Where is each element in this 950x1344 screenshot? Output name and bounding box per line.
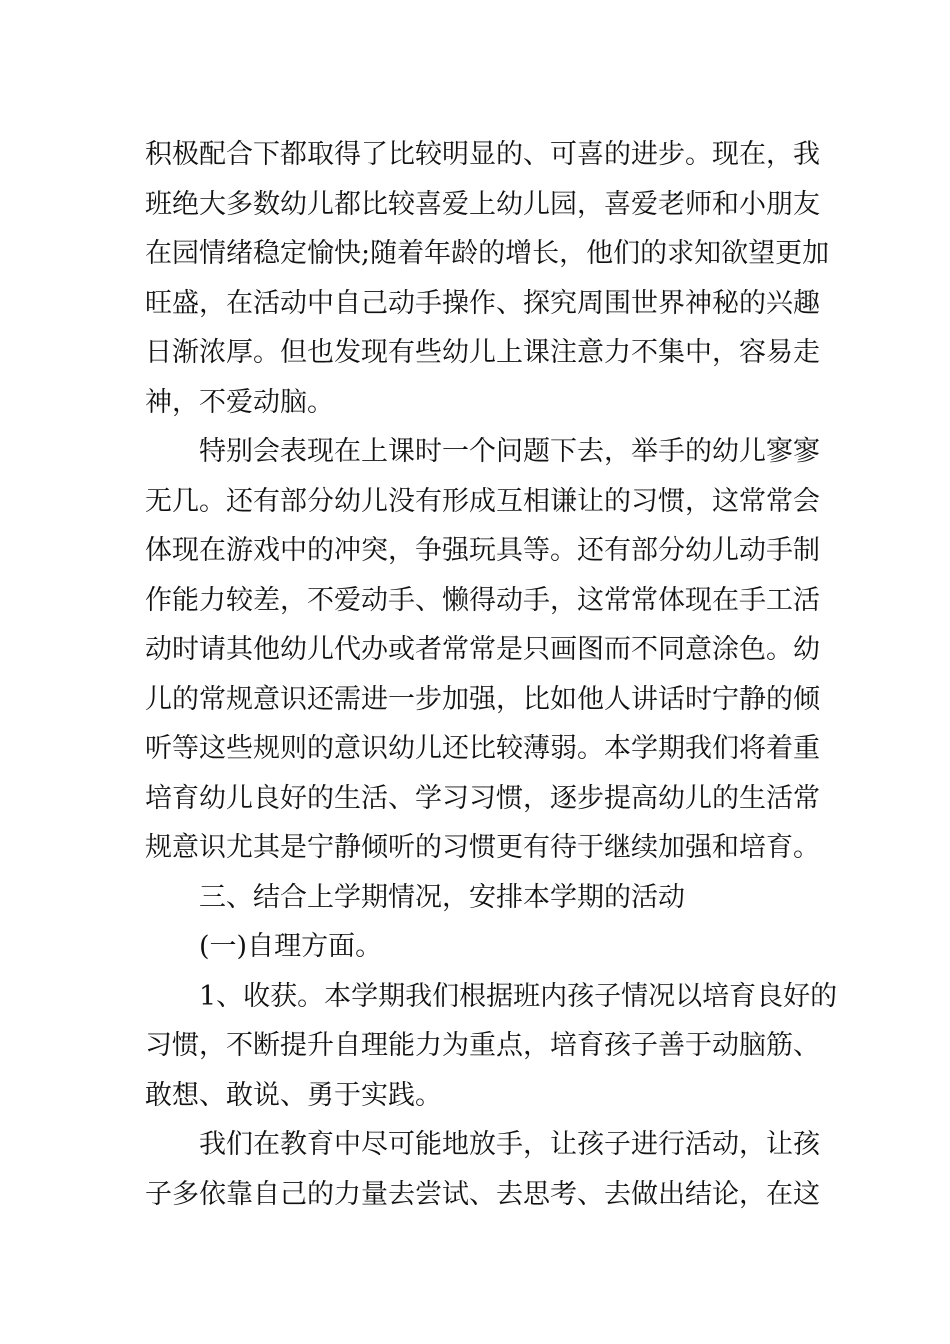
- text-line: 作能力较差，不爱动手、懒得动手，这常常体现在手工活: [145, 584, 820, 616]
- text-line: 在园情绪稳定愉快;随着年龄的增长，他们的求知欲望更加: [145, 238, 830, 269]
- text-line: 培育幼儿良好的生活、学习习惯，逐步提高幼儿的生活常: [145, 782, 820, 814]
- text-line: 习惯，不断提升自理能力为重点，培育孩子善于动脑筋、: [145, 1030, 820, 1061]
- text-line: 我们在教育中尽可能地放手，让孩子进行活动，让孩: [199, 1129, 820, 1160]
- text-line: 神，不爱动脑。: [145, 386, 334, 418]
- body-text: [145, 130, 838, 1219]
- text-line: 特别会表现在上课时一个问题下去，举手的幼儿寥寥: [199, 436, 820, 467]
- text-line: 1、收获。本学期我们根据班内孩子情况以培育良好的: [199, 980, 838, 1012]
- text-line: 无几。还有部分幼儿没有形成互相谦让的习惯，这常常会: [145, 485, 820, 517]
- text-line: 班绝大多数幼儿都比较喜爱上幼儿园，喜爱老师和小朋友: [145, 188, 820, 220]
- text-line: 积极配合下都取得了比较明显的、可喜的进步。现在，我: [145, 139, 820, 170]
- text-line: 听等这些规则的意识幼儿还比较薄弱。本学期我们将着重: [145, 733, 820, 764]
- text-line: 体现在游戏中的冲突，争强玩具等。还有部分幼儿动手制: [145, 535, 820, 566]
- text-line: 规意识尤其是宁静倾听的习惯更有待于继续加强和培育。: [145, 832, 820, 863]
- text-line: 子多依靠自己的力量去尝试、去思考、去做出结论，在这: [145, 1178, 820, 1210]
- text-line: 日渐浓厚。但也发现有些幼儿上课注意力不集中，容易走: [145, 337, 820, 368]
- text-line: 敢想、敢说、勇于实践。: [145, 1079, 442, 1111]
- text-line: 三、结合上学期情况，安排本学期的活动: [199, 881, 685, 913]
- text-line: 旺盛，在活动中自己动手操作、探究周围世界神秘的兴趣: [145, 287, 820, 319]
- text-line: (一)自理方面。: [199, 931, 383, 962]
- text-line: 动时请其他幼儿代办或者常常是只画图而不同意涂色。幼: [145, 634, 820, 665]
- text-line: 儿的常规意识还需进一步加强，比如他人讲话时宁静的倾: [145, 683, 820, 715]
